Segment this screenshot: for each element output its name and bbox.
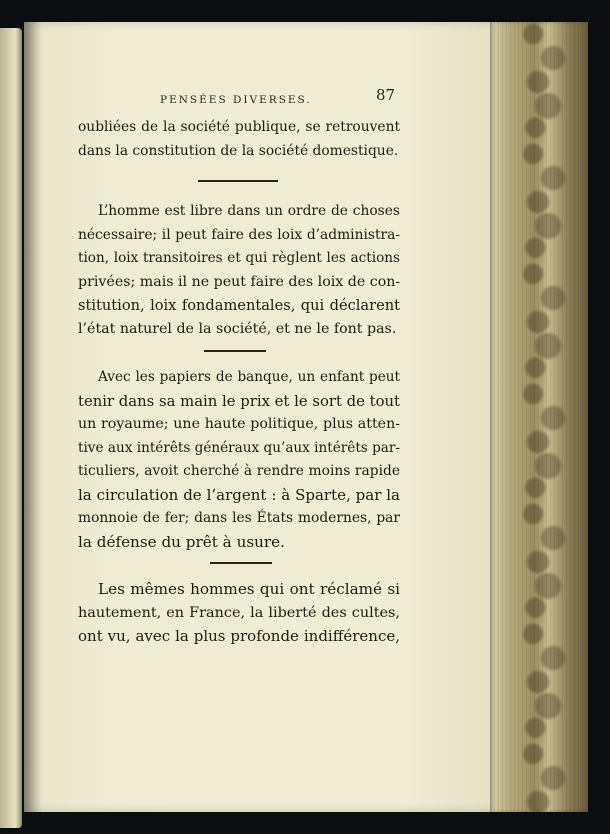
text-line: Les mêmes hommes qui ont réclamé si bbox=[98, 580, 400, 598]
page-fore-edge bbox=[490, 22, 588, 812]
text-line: un royaume; une haute politique, plus atten- bbox=[78, 416, 400, 432]
text-line: l’état naturel de la société, et ne le font pas. bbox=[78, 320, 397, 337]
text-line: nécessaire; il peut faire des loix d’administra- bbox=[78, 226, 400, 243]
text-line: ont vu, avec la plus profonde indifférence, bbox=[78, 627, 400, 645]
page-header bbox=[160, 86, 400, 112]
gutter-shadow bbox=[24, 22, 42, 812]
text-line: hautement, en France, la liberté des cultes, bbox=[78, 604, 400, 621]
page-number: 87 bbox=[376, 86, 396, 104]
text-line: oubliées de la société publique, se retrouvent bbox=[78, 119, 400, 135]
facing-page-edge bbox=[0, 28, 22, 828]
paragraph bbox=[78, 200, 400, 341]
paragraph bbox=[78, 366, 400, 554]
text-line: Avec les papiers de banque, un enfant peut bbox=[98, 369, 400, 385]
text-line: tion, loix transitoires et qui règlent les actions bbox=[78, 250, 400, 266]
text-line: monnoie de fer; dans les États modernes, par bbox=[78, 510, 400, 526]
running-head: PENSÉES DIVERSES. bbox=[160, 94, 312, 106]
text-line: tive aux intérêts généraux qu’aux intérêts par- bbox=[78, 439, 400, 456]
text-line: privées; mais il ne peut faire des loix de con- bbox=[78, 273, 401, 290]
section-rule bbox=[210, 562, 272, 564]
marbled-edge bbox=[518, 22, 568, 812]
text-line: ticuliers, avoit cherché à rendre moins rapide bbox=[78, 463, 400, 479]
section-rule bbox=[198, 180, 278, 182]
text-line: stitution, loix fondamentales, qui déclarent bbox=[78, 297, 400, 314]
text-line: la défense du prêt à usure. bbox=[78, 532, 285, 551]
text-line: dans la constitution de la société domestique. bbox=[78, 142, 399, 159]
text-line: L’homme est libre dans un ordre de choses bbox=[98, 203, 400, 219]
section-rule bbox=[204, 350, 266, 352]
paragraph-continued bbox=[78, 116, 400, 163]
paragraph bbox=[78, 578, 400, 649]
text-line: la circulation de l’argent : à Sparte, par la bbox=[78, 485, 400, 504]
text-line: tenir dans sa main le prix et le sort de tout bbox=[78, 392, 400, 410]
